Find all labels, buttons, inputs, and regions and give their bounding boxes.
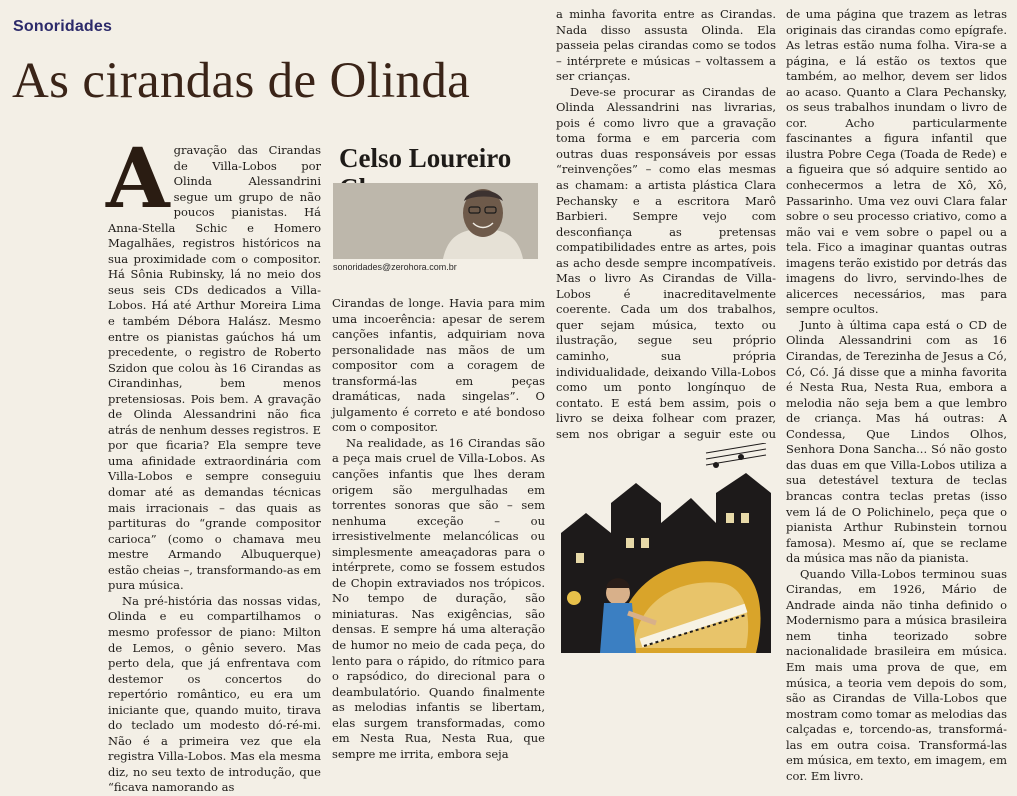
paragraph: Quando Villa-Lobos terminou suas Cirandas, em 1926, Mário de Andrade ainda não tinha definido o Modernismo para a música brasileira nem tinha teorizado sobre nacionalidade brasileira em música. Em mais uma prova de que, em música, a teoria vem depois do som, são as Cirandas de Villa-Lobos que mostram como tomar as melodias das calçadas e, torcendo-as, transformá-las em outra coisa. Transformá-las em música, em texto, em imagem, em cor. Em livro. [786, 566, 1007, 783]
article-title: As cirandas de Olinda [12, 53, 471, 109]
column-3 [556, 7, 776, 505]
paragraph: gravação das Cirandas de Villa-Lobos por Olinda Alessandrini segue um grupo de não poucos pianistas. Há Anna-Stella Schic e Homero Magalhães, registros históricos na sua proximidade com o compositor. Há Sônia Rubinsky, lá no meio dos seus seis CDs dedicados a Villa-Lobos. Há até Arthur Moreira Lima e também Débora Halász. Mesmo entre os pianistas gaúchos há um precedente, o registro de Roberto Szidon que colou às 16 Cirandas as Cirandinhas, bem menos pretensiosas. Pois bem. A gravação de Olinda Alessandrini não fica atrás de nenhum desses registros. E por que ficaria? Ela sempre teve uma afinidade extraordinária com Villa-Lobos e sempre conseguiu domar até as demandas técnicas mais irracionais – das quais as partituras do “grande compositor carioca” (como o chamava meu mestre Armando Albuquerque) estão cheias –, transformando-as em pura música. [108, 143, 321, 593]
paragraph: a minha favorita entre as Cirandas. Nada disso assusta Olinda. Ela passeia pelas cirandas como se todos – intérprete e músicas – voltassem a ser crianças. [556, 7, 776, 84]
author-email: sonoridades@zerohora.com.br [333, 262, 457, 272]
piano-illustration [556, 443, 776, 663]
author-photo [333, 183, 538, 259]
author-name-line-1: Celso Loureiro [339, 143, 512, 173]
column-2 [332, 296, 545, 762]
column-4 [786, 7, 1007, 784]
paragraph: Na realidade, as 16 Cirandas são a peça mais cruel de Villa-Lobos. As canções infantis que lhes deram origem são mergulhadas em torrentes sonoras que são – sem nenhuma exceção – ou irresistivelmente melancólicas ou simplesmente ameaçadoras para o intérprete, como se fossem estudos de Chopin extraviados nos trópicos. No tempo de duração, são miniaturas. Nas exigências, são densas. E sempre há uma alteração de humor no meio de cada peça, do lento para o rápido, do rítmico para o rapsódico, do direcional para o deambulatório. Quando finalmente as melodias infantis se libertam, elas surgem transformadas, como em Nesta Rua, Nesta Rua, que sempre me irrita, embora seja [332, 435, 545, 761]
paragraph: Deve-se procurar as Cirandas de Olinda Alessandrini nas livrarias, pois é como livro que a gravação toma forma e em parceria com outras duas responsáveis por essas “reinvenções” – como elas mesmas as chamam: a artista plástica Clara Pechansky e a escritora Marô Barbieri. Sempre vejo com desconfiança as pretensas compatibilidades entre as artes, pois as acho desde sempre incompatíveis. Mas o livro As Cirandas de Villa-Lobos é inacreditavelmente coerente. Cada um dos trabalhos, quer sejam música, texto ou ilustração, segue seu próprio caminho, sua própria individualidade, deixando Villa-Lobos como um ponto longínquo de contato. E está bem assim, pois o livro se deixa folhear com prazer, sem nos obrigar a seguir este ou [556, 84, 776, 441]
paragraph: Cirandas de longe. Havia para mim uma incoerência: apesar de serem canções infantis, adquiriam nova personalidade nas mãos de um compositor com a coragem de transformá-las em peças dramáticas, nada singelas”. O julgamento é correto e até bondoso com o compositor. [332, 296, 545, 435]
paragraph: Junto à última capa está o CD de Olinda Alessandrini com as 16 Cirandas, de Terezinha de Jesus a Có, Có, Có. Já disse que a minha favorita é Nesta Rua, Nesta Rua, embora a melodia não seja bem a que lembro de criança. Mas há outras: A Condessa, Que Lindos Olhos, Senhora Dona Sancha... Só não gosto das duas em que Villa-Lobos utiliza a sua detestável textura de teclas brancas contra teclas pretas (isso vem lá de O Polichinelo, peça que o pianista Arthur Rubinstein tornou famosa). Mesmo aí, que se reclame da música mas não da pianista. [786, 317, 1007, 566]
drop-cap: A [106, 131, 170, 227]
column-1 [106, 131, 321, 796]
paragraph: Na pré-história das nossas vidas, Olinda e eu compartilhamos o mesmo professor de piano: Milton de Lemos, o gênio severo. Mas perto dela, que já enfrentava com destemor os concertos do repertório romântico, eu era um iniciante que, quando muito, tirava do teclado um modesto dó-ré-mi. Não é a primeira vez que ela registra Villa-Lobos. Mas ela mesma diz, no seu texto de introdução, que “ficava namorando as [108, 593, 321, 795]
paragraph: de uma página que trazem as letras originais das cirandas como epígrafe. As letras estão numa folha. Vira-se a página, e lá estão os textos que também, ao melhor, devem ser lidos ao acaso. Quanto a Clara Pechansky, os seus trabalhos inundam o livro de cor. Acho particularmente fascinantes a figura infantil que ilustra Pobre Cega (Toada de Rede) e a figueira que só adquire sentido ao conhecermos a letra de Xô, Xô, Passarinho. Uma vez ouvi Clara falar sobre o seu processo criativo, como a mão vai e vem sobre o papel ou a tela. Fico a imaginar quantas outras imagens terão existido por detrás das imagens do livro, servindo-lhes de alicerces necessários, mas para sempre ocultos. [786, 7, 1007, 317]
section-label: Sonoridades [13, 18, 113, 35]
